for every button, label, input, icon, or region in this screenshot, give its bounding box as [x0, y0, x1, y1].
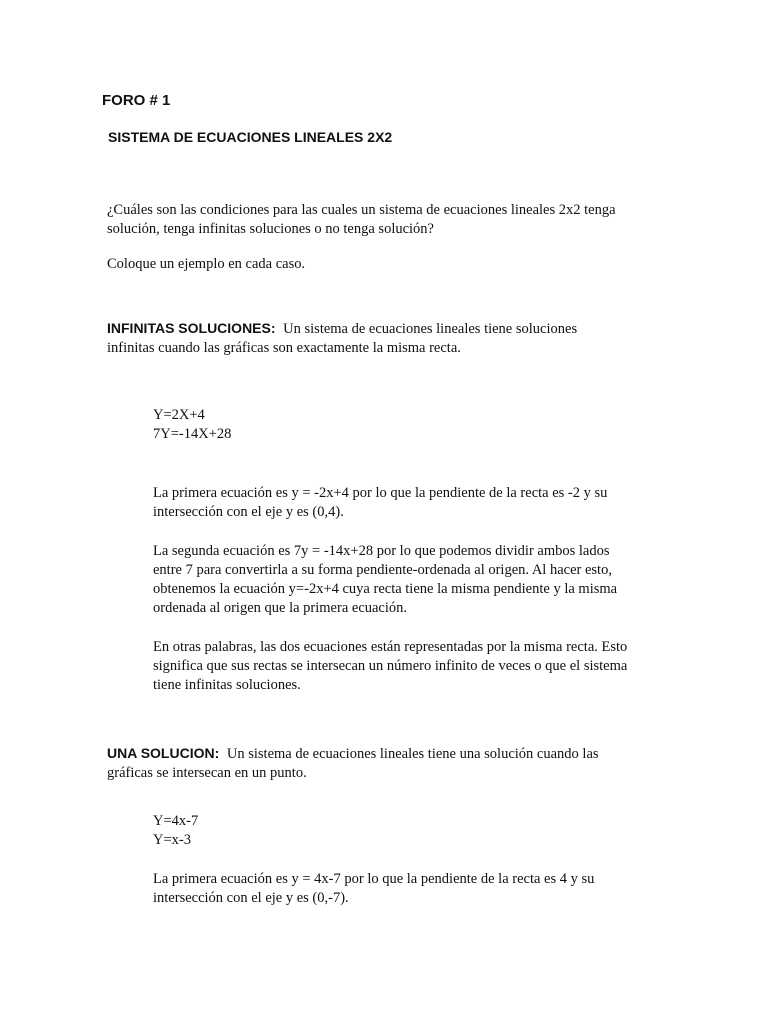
one-solution-section	[107, 744, 617, 783]
infinite-paragraph-1: La primera ecuación es y = -2x+4 por lo que la pendiente de la recta es -2 y su intersección con el eje y es (0,4).	[153, 485, 608, 520]
forum-title: FORO # 1	[102, 92, 171, 109]
document-title: SISTEMA DE ECUACIONES LINEALES 2X2	[108, 129, 393, 145]
equation-infinite-1: Y=2X+4	[153, 407, 205, 423]
equation-infinite-2: 7Y=-14X+28	[153, 426, 232, 442]
equation-one-1: Y=4x-7	[153, 813, 199, 829]
question-text: ¿Cuáles son las condiciones para las cuales un sistema de ecuaciones lineales 2x2 tenga solución, tenga infinitas soluciones o no tenga solución?	[107, 202, 616, 237]
infinite-solutions-heading: INFINITAS SOLUCIONES:	[107, 320, 276, 336]
infinite-paragraph-2: La segunda ecuación es 7y = -14x+28 por lo que podemos dividir ambos lados entre 7 para convertirla a su forma pendiente-ordenada al origen. Al hacer esto, obtenemos la ecuación y=-2x+4 cuya recta tiene la misma pendiente y la misma ordenada al origen que la primera ecuación.	[153, 543, 618, 616]
infinite-solutions-description: Un sistema de ecuaciones lineales tiene soluciones infinitas cuando las gráficas son exactamente la misma recta.	[107, 321, 578, 356]
one-paragraph-1: La primera ecuación es y = 4x-7 por lo que la pendiente de la recta es 4 y su intersección con el eje y es (0,-7).	[153, 871, 595, 906]
one-solution-description: Un sistema de ecuaciones lineales tiene una solución cuando las gráficas se intersecan en un punto.	[107, 746, 599, 781]
infinite-solutions-section	[107, 319, 607, 358]
one-solution-heading: UNA SOLUCION:	[107, 745, 220, 761]
instruction-text: Coloque un ejemplo en cada caso.	[107, 256, 306, 272]
equation-one-2: Y=x-3	[153, 832, 191, 848]
infinite-paragraph-3: En otras palabras, las dos ecuaciones están representadas por la misma recta. Esto significa que sus rectas se intersecan un número infinito de veces o que el sistema tiene infinitas soluciones.	[153, 639, 628, 693]
